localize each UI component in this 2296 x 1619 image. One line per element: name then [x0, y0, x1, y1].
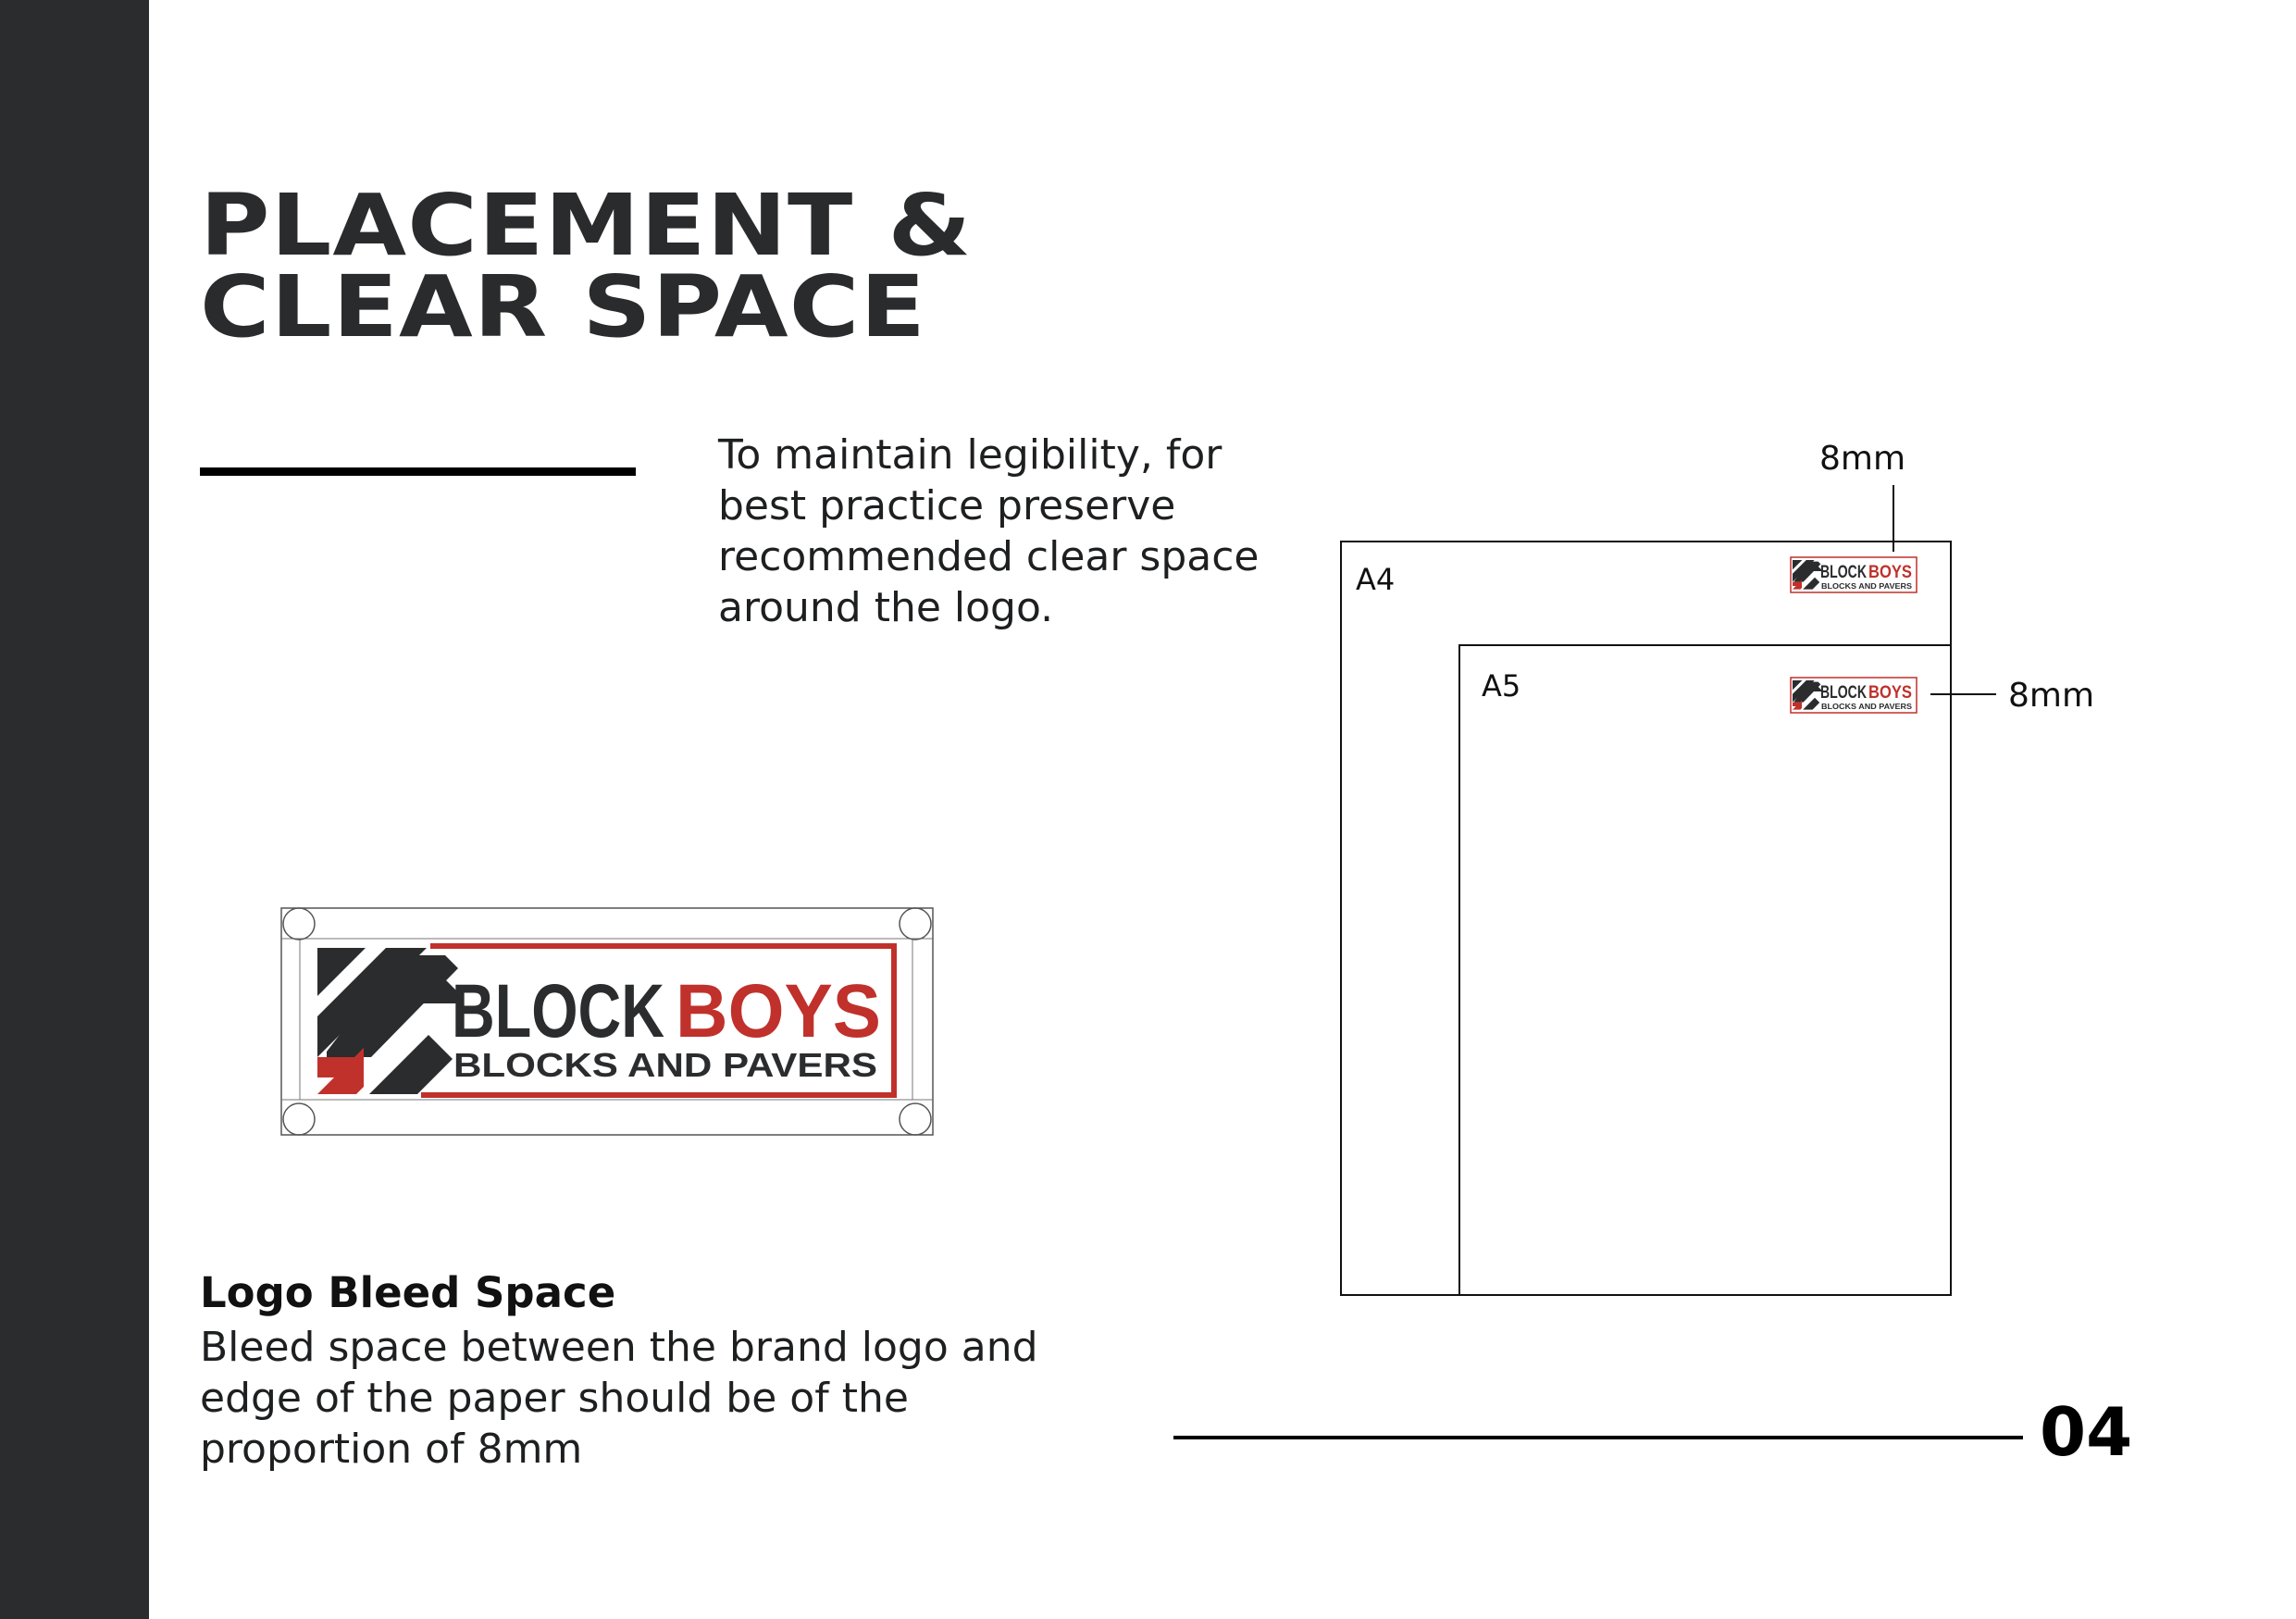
page-number: 04 [2040, 1393, 2133, 1471]
small-logo-word-boys: BOYS [1868, 683, 1912, 703]
a4-sheet [1341, 542, 1951, 1295]
side-measure-label: 8mm [2008, 677, 2095, 715]
a4-label: A4 [1356, 562, 1396, 597]
small-logo-word-boys: BOYS [1868, 563, 1912, 582]
bleed-space-heading: Logo Bleed Space [200, 1268, 616, 1317]
title-line-2: CLEAR SPACE [200, 257, 926, 356]
paper-size-diagram [1341, 440, 2094, 1295]
footer-divider [1173, 1436, 2023, 1439]
intro-paragraph: To maintain legibility, for best practice preserve recommended clear space around the logo. [718, 431, 1260, 631]
small-logo-word-block: BLOCK [1820, 563, 1868, 582]
logo-small-a4 [1791, 557, 1917, 592]
a5-label: A5 [1482, 668, 1521, 704]
bleed-space-description: Bleed space between the brand logo and edge of the paper should be of the proportion of 8mm [200, 1324, 1038, 1473]
logo-large [317, 944, 899, 1099]
logo-small-a5 [1791, 678, 1917, 713]
a5-sheet [1459, 645, 1951, 1295]
logo-tagline: BLOCKS AND PAVERS [453, 1046, 877, 1084]
small-logo-word-block: BLOCK [1820, 683, 1868, 703]
title-line-1: PLACEMENT & [200, 176, 973, 275]
logo-word-block: BLOCK [452, 969, 664, 1053]
top-measure-label: 8mm [1819, 440, 1906, 478]
small-logo-tagline: BLOCKS AND PAVERS [1821, 582, 1913, 591]
logo-word-boys: BOYS [676, 969, 881, 1053]
small-logo-tagline: BLOCKS AND PAVERS [1821, 703, 1913, 711]
